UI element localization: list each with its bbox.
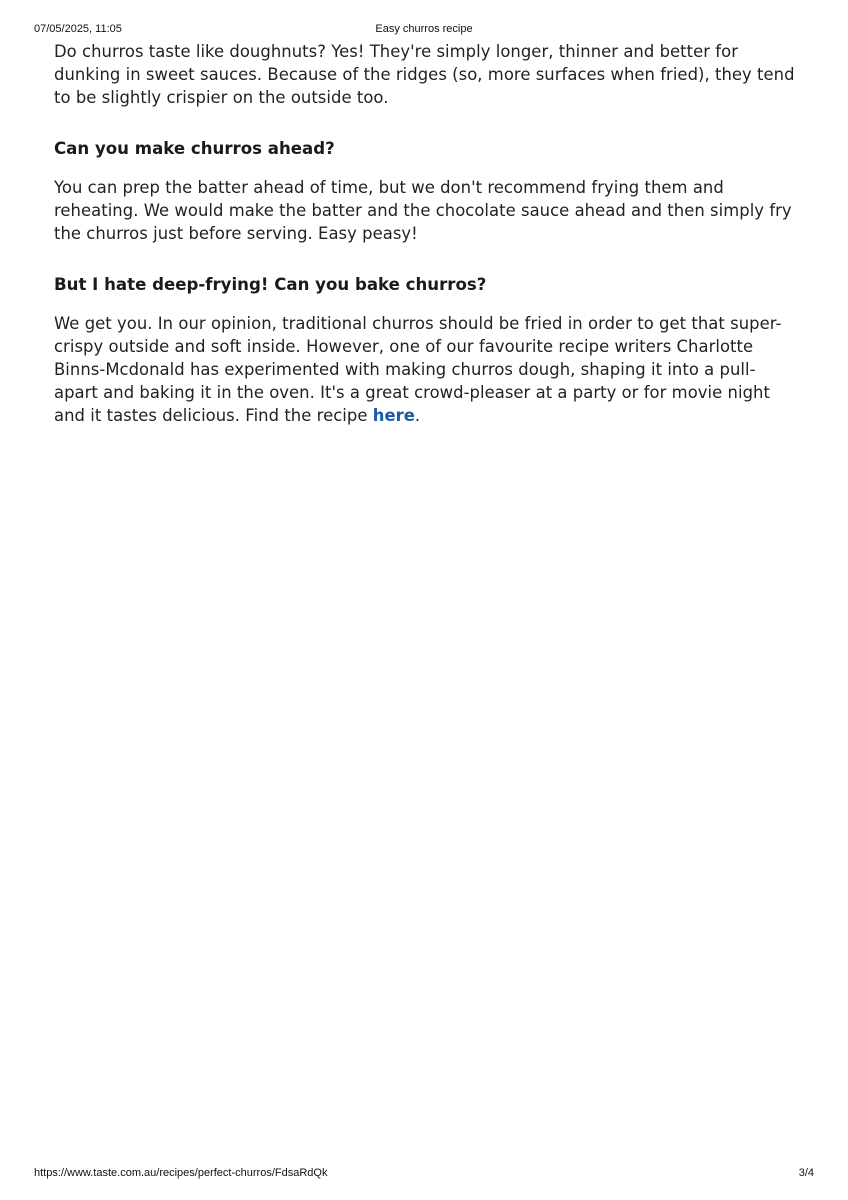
page-indicator: 3/4: [798, 1167, 814, 1179]
print-header: [34, 22, 814, 36]
print-page-title: Easy churros recipe: [375, 23, 473, 35]
recipe-here-link[interactable]: here: [372, 406, 415, 425]
print-footer: [34, 1166, 814, 1180]
article-body: [54, 40, 799, 427]
intro-paragraph: Do churros taste like doughnuts? Yes! They're simply longer, thinner and better for dunking in sweet sauces. Because of the ridges (so, more surfaces when fried), they tend to be slightly crispier on the outside too.: [54, 42, 795, 107]
faq-answer-bake: [54, 312, 799, 427]
faq-question-bake: But I hate deep-frying! Can you bake churros?: [54, 275, 487, 294]
print-datetime: 07/05/2025, 11:05: [34, 23, 122, 35]
faq-answer-bake-text: We get you. In our opinion, traditional churros should be fried in order to get that super-crispy outside and soft inside. However, one of our favourite recipe writers Charlotte Binns-Mcdonald has experimented with making churros dough, shaping it into a pull-apart and baking it in the oven. It's a great crowd-pleaser at a party or for movie night and it tastes delicious. Find the recipe: [54, 314, 782, 425]
faq-answer-make-ahead: You can prep the batter ahead of time, but we don't recommend frying them and reheating. We would make the batter and the chocolate sauce ahead and then simply fry the churros just before serving. Easy peasy!: [54, 178, 792, 243]
faq-question-make-ahead: Can you make churros ahead?: [54, 139, 335, 158]
print-url: https://www.taste.com.au/recipes/perfect-churros/FdsaRdQk: [34, 1167, 328, 1179]
faq-answer-bake-end: .: [414, 406, 421, 425]
